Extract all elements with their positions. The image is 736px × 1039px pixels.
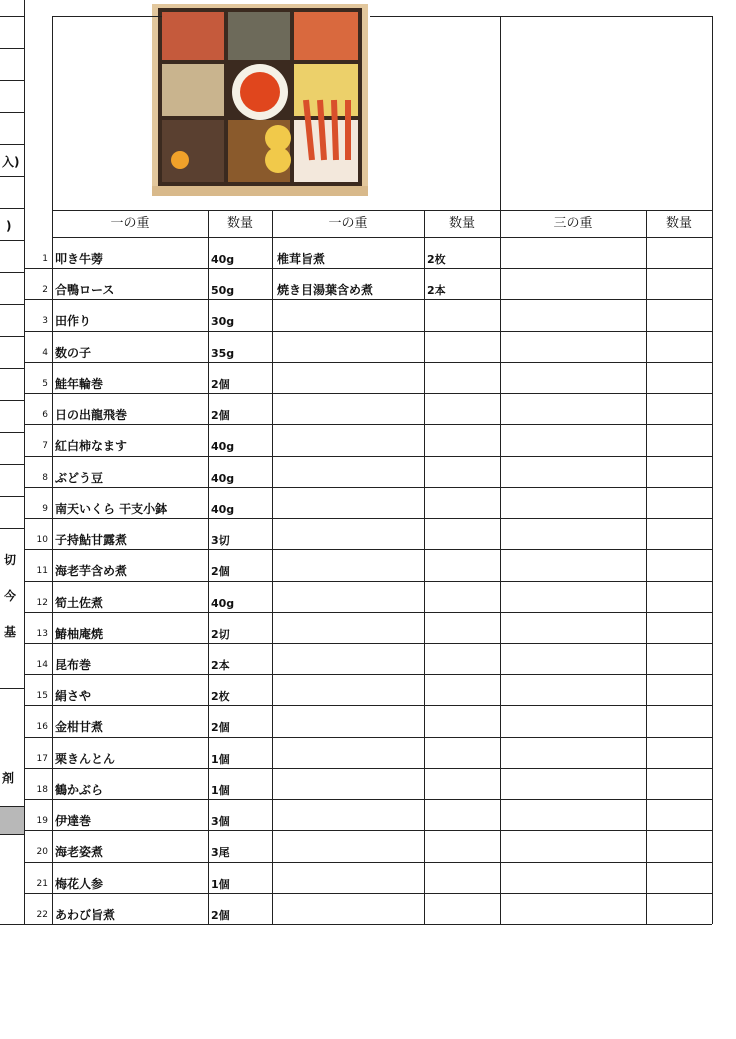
row-number: 1 bbox=[42, 254, 48, 264]
row-number: 14 bbox=[36, 660, 48, 670]
item-quantity: 3切 bbox=[211, 534, 230, 547]
row-line bbox=[24, 549, 712, 550]
row-number: 6 bbox=[42, 410, 48, 420]
row-number: 5 bbox=[42, 379, 48, 389]
item-name: 子持鮎甘露煮 bbox=[55, 533, 128, 547]
row-number: 16 bbox=[36, 722, 48, 732]
row-line bbox=[24, 643, 712, 644]
item-quantity: 50g bbox=[211, 284, 235, 297]
item-name: 筍土佐煮 bbox=[55, 596, 104, 610]
top-border-right bbox=[370, 16, 712, 17]
item-quantity: 2個 bbox=[211, 409, 230, 422]
item-quantity-2: 2本 bbox=[427, 284, 446, 297]
item-quantity: 2本 bbox=[211, 659, 230, 672]
item-name: 南天いくら 干支小鉢 bbox=[55, 502, 168, 516]
left-fragment: 基 bbox=[4, 625, 17, 639]
item-name: 数の子 bbox=[55, 346, 92, 360]
left-panel-line bbox=[0, 528, 24, 529]
item-quantity: 2枚 bbox=[211, 690, 230, 703]
row-line bbox=[24, 830, 712, 831]
item-name-2: 焼き目湯葉含め煮 bbox=[277, 283, 374, 297]
left-panel-line bbox=[0, 400, 24, 401]
item-quantity: 2個 bbox=[211, 378, 230, 391]
item-name: 日の出龍飛巻 bbox=[55, 408, 128, 422]
row-number: 12 bbox=[36, 598, 48, 608]
row-line bbox=[24, 424, 712, 425]
item-name: あわび旨煮 bbox=[55, 908, 116, 922]
header-col4: 数量 bbox=[448, 216, 475, 231]
item-quantity: 1個 bbox=[211, 753, 230, 766]
left-shaded-cell bbox=[0, 806, 24, 834]
row-line bbox=[24, 799, 712, 800]
item-name: 鮭年輪巻 bbox=[55, 377, 104, 391]
left-panel-line bbox=[0, 272, 24, 273]
item-quantity: 2個 bbox=[211, 721, 230, 734]
item-name: 伊達巻 bbox=[55, 814, 92, 828]
left-panel-line bbox=[0, 432, 24, 433]
column-line bbox=[646, 210, 647, 924]
column-line bbox=[500, 210, 501, 924]
column-line bbox=[424, 210, 425, 924]
row-number: 10 bbox=[36, 535, 48, 545]
row-line bbox=[24, 862, 712, 863]
item-name: 海老芋含め煮 bbox=[55, 564, 128, 578]
row-line bbox=[24, 612, 712, 613]
left-panel-line bbox=[0, 834, 24, 835]
left-panel-line bbox=[0, 368, 24, 369]
row-line bbox=[24, 737, 712, 738]
row-line bbox=[24, 362, 712, 363]
left-panel-line bbox=[0, 48, 24, 49]
right-border bbox=[712, 16, 713, 924]
osechi-box-photo bbox=[150, 0, 370, 198]
row-number: 17 bbox=[36, 754, 48, 764]
item-name: 絹さや bbox=[55, 689, 92, 703]
left-fragment: 切 bbox=[4, 553, 17, 567]
left-panel-line bbox=[0, 688, 24, 689]
left-panel-line bbox=[0, 80, 24, 81]
left-panel-line bbox=[0, 924, 24, 925]
row-number: 9 bbox=[42, 504, 48, 514]
row-number: 3 bbox=[42, 316, 48, 326]
left-panel-line bbox=[0, 304, 24, 305]
row-line bbox=[24, 674, 712, 675]
item-name: 紅白柿なます bbox=[55, 439, 128, 453]
left-panel-line bbox=[0, 208, 24, 209]
row-line bbox=[24, 268, 712, 269]
header-col1: 一の重 bbox=[110, 216, 150, 231]
left-panel-line bbox=[0, 144, 24, 145]
row-line bbox=[24, 705, 712, 706]
header-top-line bbox=[52, 210, 712, 211]
item-quantity: 2個 bbox=[211, 565, 230, 578]
left-panel-line bbox=[0, 112, 24, 113]
item-name: 鰆柚庵焼 bbox=[55, 627, 104, 641]
row-line bbox=[24, 331, 712, 332]
row-line bbox=[24, 299, 712, 300]
row-number: 22 bbox=[36, 910, 48, 920]
left-panel-line bbox=[0, 16, 24, 17]
left-panel-line bbox=[0, 806, 24, 807]
top-border-left bbox=[52, 16, 162, 17]
row-number: 7 bbox=[42, 441, 48, 451]
item-name: 合鴨ロース bbox=[55, 283, 115, 297]
row-line bbox=[24, 456, 712, 457]
item-quantity: 1個 bbox=[211, 878, 230, 891]
item-quantity: 40g bbox=[211, 503, 235, 516]
item-name-2: 椎茸旨煮 bbox=[277, 252, 326, 266]
column-line bbox=[208, 210, 209, 924]
item-quantity: 1個 bbox=[211, 784, 230, 797]
row-number: 18 bbox=[36, 785, 48, 795]
header-col3: 一の重 bbox=[328, 216, 368, 231]
header-col2: 数量 bbox=[226, 216, 253, 231]
item-name: 栗きんとん bbox=[55, 752, 116, 766]
left-fragment: 剤 bbox=[2, 771, 15, 785]
column-line bbox=[272, 210, 273, 924]
left-panel-line bbox=[0, 496, 24, 497]
row-number: 13 bbox=[36, 629, 48, 639]
header-col6: 数量 bbox=[665, 216, 692, 231]
row-line bbox=[24, 893, 712, 894]
row-number: 11 bbox=[36, 566, 48, 576]
item-name: 昆布巻 bbox=[55, 658, 92, 672]
row-number: 19 bbox=[36, 816, 48, 826]
item-quantity: 40g bbox=[211, 472, 235, 485]
row-number: 20 bbox=[36, 847, 48, 857]
row-number: 15 bbox=[36, 691, 48, 701]
col-border-1 bbox=[52, 16, 53, 924]
item-name: 叩き牛蒡 bbox=[55, 252, 104, 266]
left-fragment: 入) bbox=[2, 155, 20, 169]
row-line bbox=[24, 924, 712, 925]
item-quantity: 2個 bbox=[211, 909, 230, 922]
row-number: 4 bbox=[42, 348, 48, 358]
item-quantity-2: 2枚 bbox=[427, 253, 446, 266]
left-panel-line bbox=[0, 240, 24, 241]
item-quantity: 35g bbox=[211, 347, 235, 360]
item-quantity: 3個 bbox=[211, 815, 230, 828]
row-line bbox=[24, 518, 712, 519]
left-panel-line bbox=[0, 336, 24, 337]
item-name: 梅花人参 bbox=[55, 877, 104, 891]
row-line bbox=[24, 768, 712, 769]
left-panel-border bbox=[24, 0, 25, 924]
item-quantity: 40g bbox=[211, 597, 235, 610]
row-line bbox=[24, 581, 712, 582]
left-panel-line bbox=[0, 176, 24, 177]
row-line bbox=[24, 487, 712, 488]
item-name: ぶどう豆 bbox=[55, 471, 104, 485]
item-quantity: 30g bbox=[211, 315, 235, 328]
item-name: 海老姿煮 bbox=[55, 845, 104, 859]
left-fragment: ) bbox=[6, 219, 12, 233]
item-name: 鶴かぶら bbox=[55, 783, 104, 797]
item-quantity: 40g bbox=[211, 440, 235, 453]
left-panel-line bbox=[0, 464, 24, 465]
left-fragment: 今 bbox=[4, 589, 17, 603]
item-quantity: 2切 bbox=[211, 628, 230, 641]
row-number: 8 bbox=[42, 473, 48, 483]
item-quantity: 3尾 bbox=[211, 846, 230, 859]
item-quantity: 40g bbox=[211, 253, 235, 266]
row-number: 21 bbox=[36, 879, 48, 889]
header-bottom-line bbox=[52, 237, 712, 238]
item-name: 田作り bbox=[55, 314, 92, 328]
item-name: 金柑甘煮 bbox=[55, 720, 104, 734]
row-number: 2 bbox=[42, 285, 48, 295]
header-col5: 三の重 bbox=[553, 216, 593, 231]
photo-area-divider bbox=[500, 16, 501, 210]
row-line bbox=[24, 393, 712, 394]
